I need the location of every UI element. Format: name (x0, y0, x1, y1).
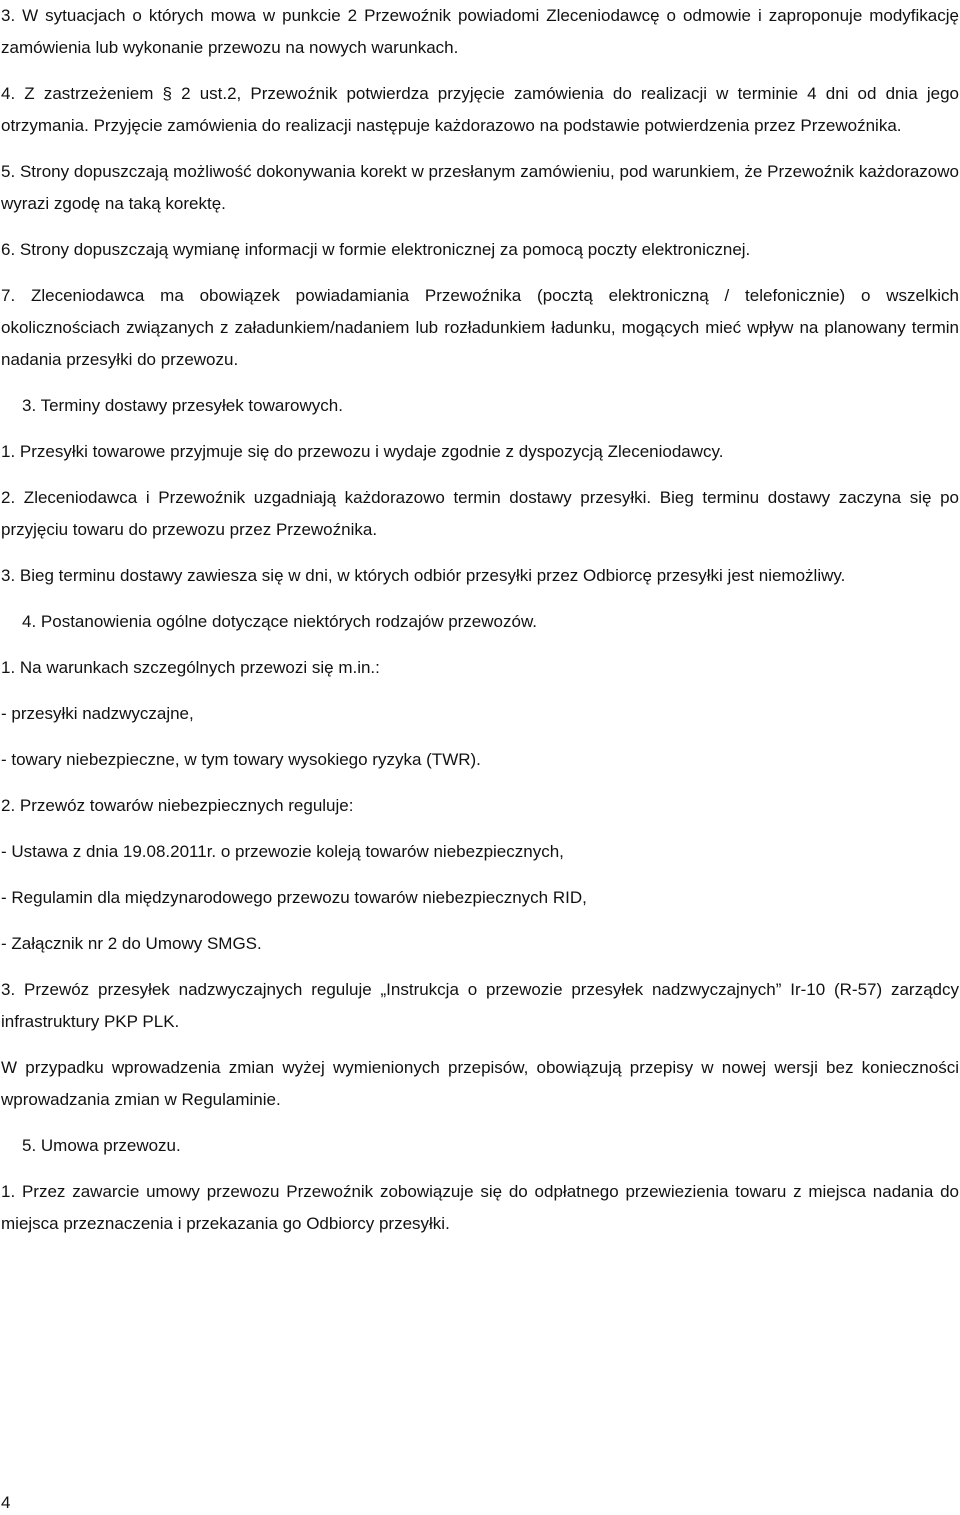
section-4-item-3: - towary niebezpieczne, w tym towary wysokiego ryzyka (TWR). (1, 750, 481, 769)
page-number: 4 (1, 1493, 11, 1512)
section-4-item-5: - Ustawa z dnia 19.08.2011r. o przewozie koleją towarów niebezpiecznych, (1, 842, 564, 861)
section-4-item-2: - przesyłki nadzwyczajne, (1, 704, 194, 723)
section-5-heading: 5. Umowa przewozu. (22, 1136, 181, 1155)
section-5-item-1: 1. Przez zawarcie umowy przewozu Przewoźnik zobowiązuje się do odpłatnego przewiezienia towaru z miejsca nadania do miejsca przeznaczenia i przekazania go Odbiorcy przesyłki. (1, 1182, 959, 1233)
paragraph-6: 6. Strony dopuszczają wymianę informacji w formie elektronicznej za pomocą poczty elektronicznej. (1, 240, 751, 259)
section-4-item-6: - Regulamin dla międzynarodowego przewozu towarów niebezpiecznych RID, (1, 888, 587, 907)
paragraph-5: 5. Strony dopuszczają możliwość dokonywania korekt w przesłanym zamówieniu, pod warunkiem, że Przewoźnik każdorazowo wyrazi zgodę na taką korektę. (1, 162, 959, 213)
paragraph-4: 4. Z zastrzeżeniem § 2 ust.2, Przewoźnik potwierdza przyjęcie zamówienia do realizacji w terminie 4 dni od dnia jego otrzymania. Przyjęcie zamówienia do realizacji następuje każdorazowo na podstawie potwierdzenia przez Przewoźnika. (1, 84, 959, 135)
section-3-item-2: 2. Zleceniodawca i Przewoźnik uzgadniają każdorazowo termin dostawy przesyłki. Bieg terminu dostawy zaczyna się po przyjęciu towaru do przewozu przez Przewoźnika. (1, 488, 959, 539)
section-4-item-1: 1. Na warunkach szczególnych przewozi się m.in.: (1, 658, 380, 677)
section-4-heading: 4. Postanowienia ogólne dotyczące niektórych rodzajów przewozów. (22, 612, 538, 631)
paragraph-7: 7. Zleceniodawca ma obowiązek powiadamiania Przewoźnika (pocztą elektroniczną / telefonicznie) o wszelkich okolicznościach związanych z załadunkiem/nadaniem lub rozładunkiem ładunku, mogących mieć wpływ na planowany termin nadania przesyłki do przewozu. (1, 286, 959, 369)
section-3-item-3: 3. Bieg terminu dostawy zawiesza się w dni, w których odbiór przesyłki przez Odbiorcę przesyłki jest niemożliwy. (1, 566, 846, 585)
section-4-item-8: 3. Przewóz przesyłek nadzwyczajnych reguluje „Instrukcja o przewozie przesyłek nadzwyczajnych” Ir-10 (R-57) zarządcy infrastruktury PKP PLK. (1, 980, 959, 1031)
section-4-item-4: 2. Przewóz towarów niebezpiecznych reguluje: (1, 796, 354, 815)
section-3-heading: 3. Terminy dostawy przesyłek towarowych. (22, 396, 343, 415)
section-4-item-9: W przypadku wprowadzenia zmian wyżej wymienionych przepisów, obowiązują przepisy w nowej wersji bez konieczności wprowadzania zmian w Regulaminie. (1, 1058, 959, 1109)
section-3-item-1: 1. Przesyłki towarowe przyjmuje się do przewozu i wydaje zgodnie z dyspozycją Zleceniodawcy. (1, 442, 724, 461)
section-4-item-7: - Załącznik nr 2 do Umowy SMGS. (1, 934, 262, 953)
paragraph-3: 3. W sytuacjach o których mowa w punkcie 2 Przewoźnik powiadomi Zleceniodawcę o odmowie i zaproponuje modyfikację zamówienia lub wykonanie przewozu na nowych warunkach. (1, 6, 959, 57)
